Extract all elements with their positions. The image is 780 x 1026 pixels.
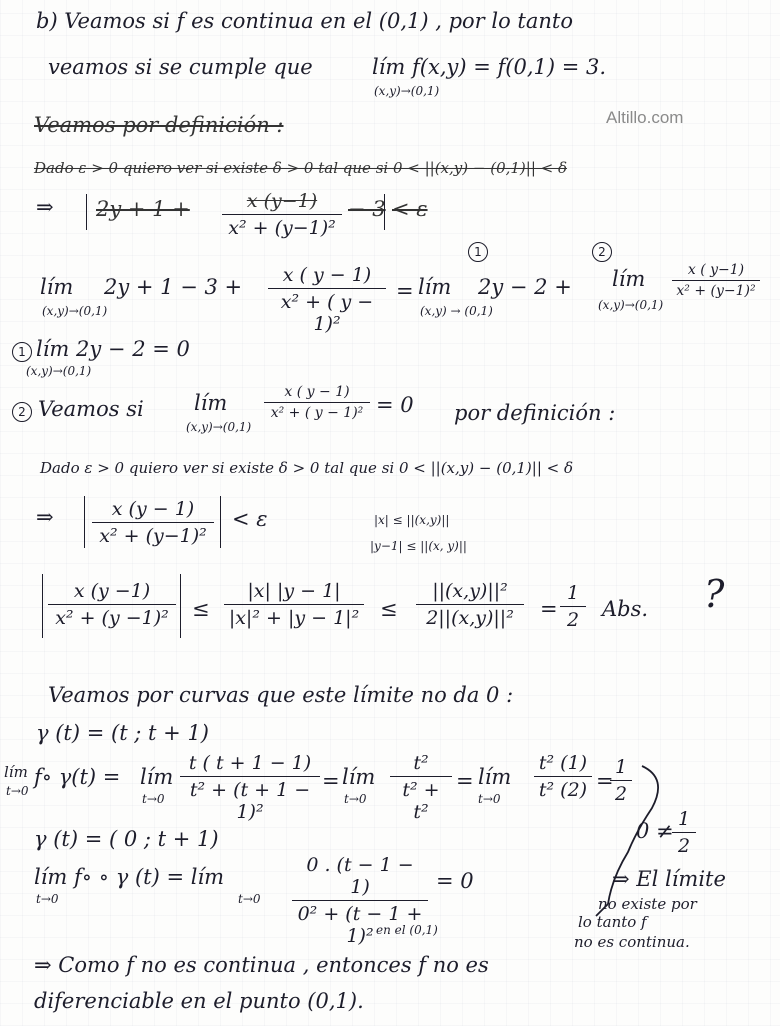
c1-frac2-num: t²: [413, 752, 429, 774]
def-frac-den: x² + (y−1)²: [99, 525, 207, 547]
step2-tail: por definición :: [454, 401, 616, 425]
c1-lim: lím: [140, 765, 174, 789]
c1-lim-3-sub: t→0: [478, 792, 501, 806]
split-frac-num: x ( y − 1): [282, 264, 372, 286]
intro-line-1: b) Veamos si f es continua en el (0,1) , por lo tanto: [36, 9, 573, 33]
neq-num: 1: [677, 808, 691, 830]
step2-frac-num: x ( y − 1): [284, 384, 350, 400]
split-lim-2-sub: (x,y) → (0,1): [420, 304, 493, 318]
c2-lead: lím f∘ ∘ γ (t) = lím: [34, 865, 225, 889]
split-lim-3-sub: (x,y)→(0,1): [598, 298, 664, 312]
c2-sub-1: t→0: [36, 892, 59, 906]
final-line-1: ⇒ Como f no es continua , entonces f no es: [34, 953, 489, 977]
ineq-frac3-num: ||(x,y)||²: [432, 580, 508, 602]
c1-lim-2-sub: t→0: [344, 792, 367, 806]
c1-lim-sub: t→0: [142, 792, 165, 806]
curves-heading: Veamos por curvas que este límite no da 0 :: [48, 683, 514, 707]
c1-result-num: 1: [614, 756, 628, 778]
step1-marker: 1: [12, 342, 32, 362]
c1-frac3-num: t² (1): [538, 752, 588, 774]
marker-1: 1: [468, 242, 488, 262]
struck-frac-num: x (y−1): [246, 190, 318, 212]
ineq-frac2-num: |x| |y − 1|: [247, 580, 341, 602]
c1-lim-3: lím: [478, 765, 512, 789]
marker-2: 2: [592, 242, 612, 262]
ineq-question: ?: [704, 572, 725, 616]
struck-arrow: ⇒: [36, 195, 54, 219]
step1-text: lím 2y − 2 = 0: [36, 337, 190, 361]
c1-frac-den: t² + (t + 1 − 1)²: [189, 779, 311, 823]
neq-left: 0 ≠: [636, 819, 674, 843]
struck-expr-left: 2y + 1 +: [96, 197, 190, 221]
ineq-frac3-den: 2||(x,y)||²: [426, 607, 514, 629]
split-expr-1: 2y + 1 − 3 +: [104, 275, 243, 299]
split-lim-sub: (x,y)→(0,1): [42, 304, 108, 318]
conclusion-4: no es continua.: [574, 933, 690, 951]
step2-frac-den: x² + ( y − 1)²: [270, 405, 364, 421]
split-lim-3: lím: [612, 267, 646, 291]
def-frac-num: x (y − 1): [111, 498, 195, 520]
struck-given: Dado ε > 0 quiero ver si existe δ > 0 tal que si 0 < ||(x,y) − (0,1)|| < δ: [34, 159, 568, 177]
c1-eq: =: [322, 769, 340, 793]
struck-frac-den: x² + (y−1)²: [228, 217, 336, 239]
intro-limit: lím f(x,y) = f(0,1) = 3.: [372, 55, 607, 79]
c2-frac-den: 0² + (t − 1 + 1)²: [297, 903, 423, 947]
struck-heading: Veamos por definición :: [34, 113, 284, 137]
ineq-eq: =: [540, 597, 558, 621]
c1-eq-2: =: [456, 769, 474, 793]
neq-fraction: [672, 808, 696, 857]
def-note-2: |y−1| ≤ ||(x, y)||: [370, 539, 467, 553]
def-arrow: ⇒: [36, 505, 54, 529]
step2-marker: 2: [12, 402, 32, 422]
c1-frac-num: t ( t + 1 − 1): [188, 752, 312, 774]
c2-sub-2: t→0: [238, 892, 261, 906]
split-frac3-num: x ( y−1): [687, 262, 745, 278]
step2-text: Veamos si: [38, 397, 144, 421]
step1-sub: (x,y)→(0,1): [26, 364, 92, 378]
split-eq: =: [396, 279, 414, 303]
conclusion-3: lo tanto f: [578, 913, 647, 931]
c1-lead-lim: lím: [4, 763, 28, 781]
c1-lead-sub: t→0: [6, 784, 29, 798]
ineq-frac-den: x² + (y −1)²: [55, 607, 169, 629]
split-frac-den: x² + ( y − 1)²: [280, 291, 374, 335]
ineq-frac2-den: |x|² + |y − 1|²: [228, 607, 360, 629]
ineq-half-den: 2: [566, 609, 580, 631]
c1-frac2-den: t² + t²: [402, 779, 440, 823]
ineq-tail: Abs.: [602, 597, 649, 621]
intro-line-2: veamos si se cumple que: [48, 55, 313, 79]
ineq-half-num: 1: [566, 582, 580, 604]
c2-frac-num: 0 . (t − 1 − 1): [306, 854, 414, 898]
intro-limit-sub: (x,y)→(0,1): [374, 84, 440, 98]
struck-expr-right: − 3: [348, 197, 386, 221]
c1-result-den: 2: [614, 783, 628, 805]
compose-1: f∘ γ(t) =: [34, 765, 121, 789]
ineq-le-2: ≤: [380, 597, 398, 621]
split-lim: lím: [40, 275, 74, 299]
ineq-le: ≤: [192, 597, 210, 621]
c1-frac3-den: t² (2): [538, 779, 588, 801]
conclusion-2: no existe por: [598, 895, 697, 913]
struck-less: < ε: [392, 197, 428, 221]
def-note-1: |x| ≤ ||(x,y)||: [374, 513, 450, 527]
neq-den: 2: [677, 835, 691, 857]
ineq-frac-num: x (y −1): [73, 580, 151, 602]
final-note: en el (0,1): [376, 923, 438, 937]
def-less: < ε: [232, 507, 268, 531]
c1-eq-3: =: [596, 769, 614, 793]
split-frac3-den: x² + (y−1)²: [676, 283, 756, 299]
watermark: Altillo.com: [606, 108, 684, 127]
gamma-1: γ (t) = (t ; t + 1): [36, 721, 209, 745]
split-lim-2: lím: [418, 275, 452, 299]
def-given: Dado ε > 0 quiero ver si existe δ > 0 tal que si 0 < ||(x,y) − (0,1)|| < δ: [40, 459, 574, 477]
final-line-2: diferenciable en el punto (0,1).: [34, 989, 364, 1013]
c2-eq: = 0: [436, 869, 474, 893]
step2-eq: = 0: [376, 393, 414, 417]
c1-lim-2: lím: [342, 765, 376, 789]
step2-lim: lím: [194, 391, 228, 415]
step2-lim-sub: (x,y)→(0,1): [186, 420, 252, 434]
conclusion-1: ⇒ El límite: [612, 867, 726, 891]
split-expr-2: 2y − 2 +: [478, 275, 572, 299]
gamma-2: γ (t) = ( 0 ; t + 1): [34, 827, 219, 851]
